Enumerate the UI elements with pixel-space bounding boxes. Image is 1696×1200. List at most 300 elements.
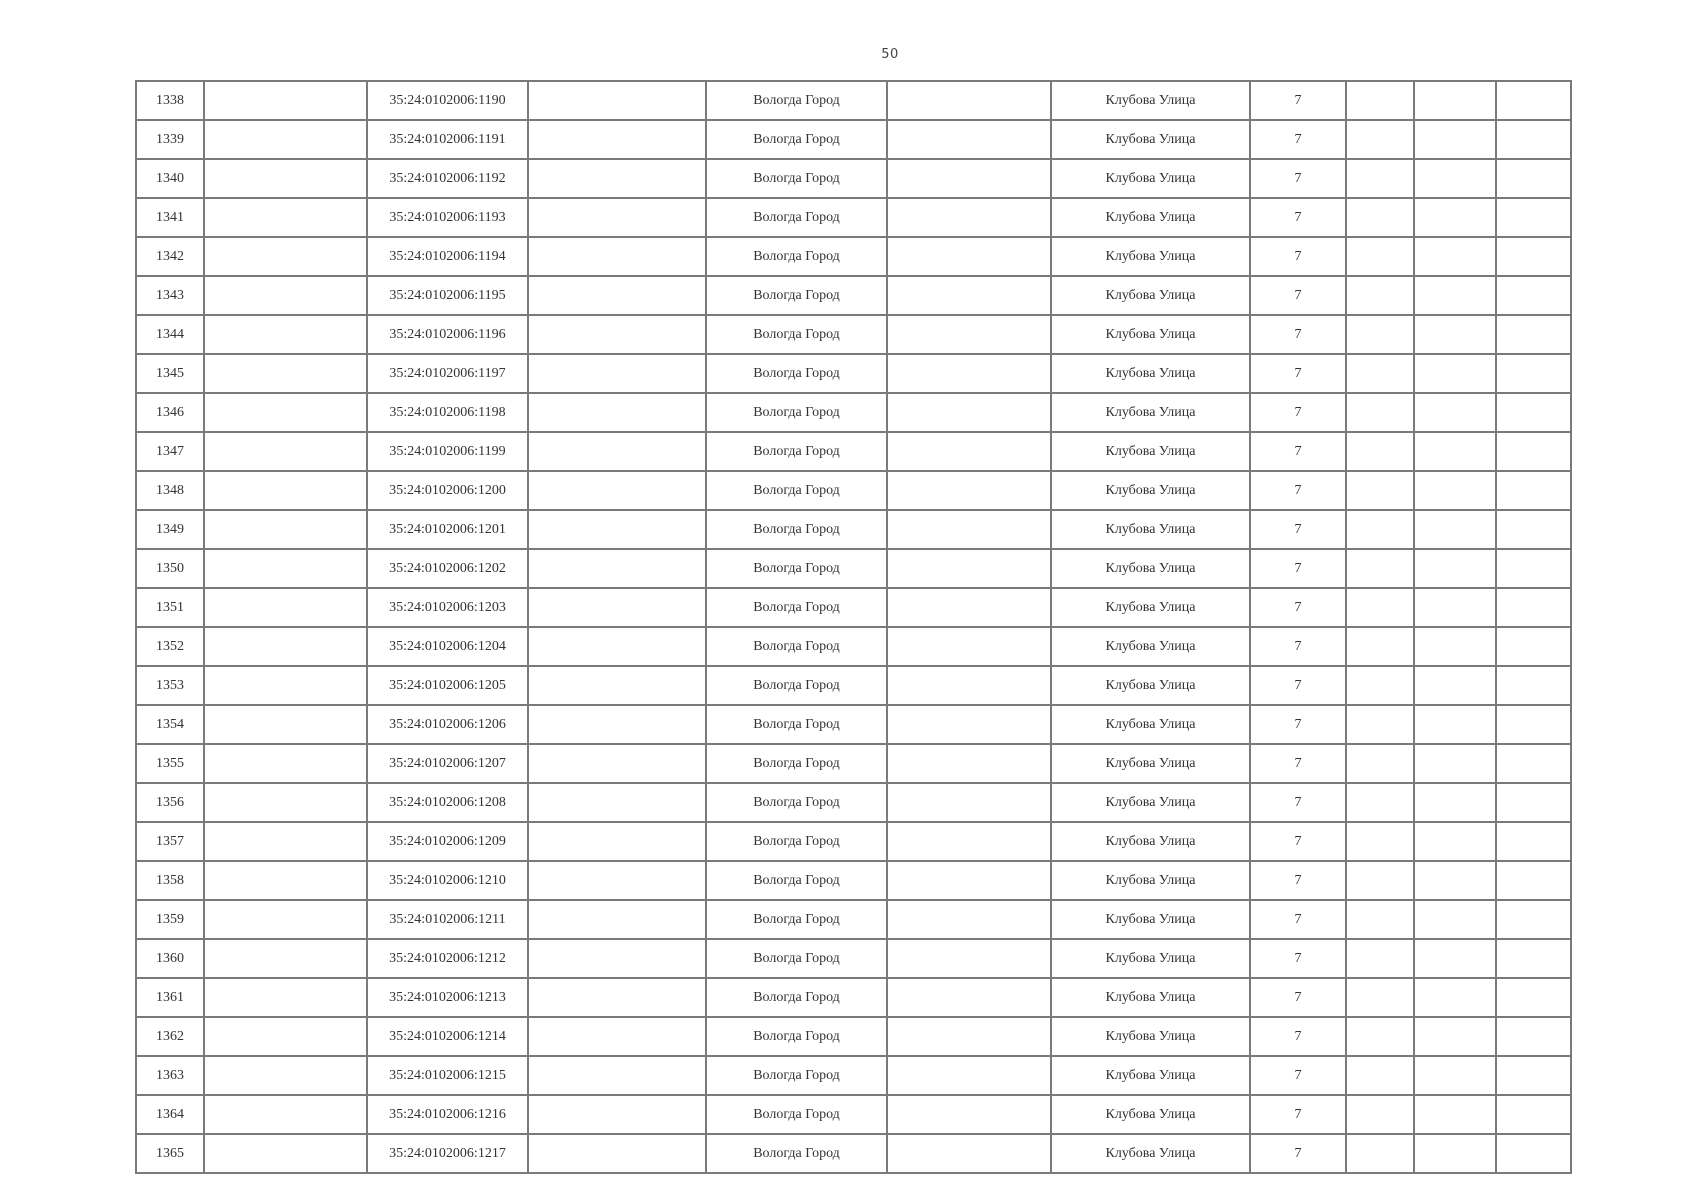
empty-cell xyxy=(887,81,1051,120)
city-cell: Вологда Город xyxy=(706,978,887,1017)
empty-cell xyxy=(1496,276,1571,315)
house-number-cell: 7 xyxy=(1250,81,1346,120)
cadastral-number-cell: 35:24:0102006:1216 xyxy=(367,1095,528,1134)
empty-cell xyxy=(204,744,367,783)
empty-cell xyxy=(1496,627,1571,666)
row-number-cell: 1350 xyxy=(136,549,204,588)
empty-cell xyxy=(1414,783,1496,822)
row-number-cell: 1356 xyxy=(136,783,204,822)
table-row xyxy=(136,705,1571,744)
empty-cell xyxy=(887,120,1051,159)
street-cell: Клубова Улица xyxy=(1051,822,1250,861)
street-cell: Клубова Улица xyxy=(1051,159,1250,198)
empty-cell xyxy=(1496,471,1571,510)
house-number-cell: 7 xyxy=(1250,432,1346,471)
empty-cell xyxy=(204,510,367,549)
city-cell: Вологда Город xyxy=(706,354,887,393)
cadastral-number-cell: 35:24:0102006:1191 xyxy=(367,120,528,159)
house-number-cell: 7 xyxy=(1250,627,1346,666)
empty-cell xyxy=(887,1095,1051,1134)
row-number-cell: 1345 xyxy=(136,354,204,393)
empty-cell xyxy=(1346,1017,1414,1056)
city-cell: Вологда Город xyxy=(706,198,887,237)
empty-cell xyxy=(1346,393,1414,432)
empty-cell xyxy=(1496,198,1571,237)
row-number-cell: 1349 xyxy=(136,510,204,549)
city-cell: Вологда Город xyxy=(706,315,887,354)
house-number-cell: 7 xyxy=(1250,549,1346,588)
empty-cell xyxy=(204,627,367,666)
empty-cell xyxy=(1496,1056,1571,1095)
empty-cell xyxy=(1346,432,1414,471)
city-cell: Вологда Город xyxy=(706,783,887,822)
empty-cell xyxy=(887,1134,1051,1173)
empty-cell xyxy=(1346,1095,1414,1134)
empty-cell xyxy=(887,939,1051,978)
city-cell: Вологда Город xyxy=(706,510,887,549)
city-cell: Вологда Город xyxy=(706,744,887,783)
empty-cell xyxy=(528,783,706,822)
empty-cell xyxy=(528,549,706,588)
cadastral-number-cell: 35:24:0102006:1215 xyxy=(367,1056,528,1095)
city-cell: Вологда Город xyxy=(706,159,887,198)
row-number-cell: 1338 xyxy=(136,81,204,120)
street-cell: Клубова Улица xyxy=(1051,237,1250,276)
table-row xyxy=(136,744,1571,783)
empty-cell xyxy=(1496,120,1571,159)
city-cell: Вологда Город xyxy=(706,822,887,861)
city-cell: Вологда Город xyxy=(706,1017,887,1056)
street-cell: Клубова Улица xyxy=(1051,588,1250,627)
cadastral-number-cell: 35:24:0102006:1213 xyxy=(367,978,528,1017)
cadastral-number-cell: 35:24:0102006:1193 xyxy=(367,198,528,237)
street-cell: Клубова Улица xyxy=(1051,354,1250,393)
house-number-cell: 7 xyxy=(1250,198,1346,237)
row-number-cell: 1362 xyxy=(136,1017,204,1056)
empty-cell xyxy=(528,393,706,432)
city-cell: Вологда Город xyxy=(706,588,887,627)
street-cell: Клубова Улица xyxy=(1051,81,1250,120)
row-number-cell: 1360 xyxy=(136,939,204,978)
empty-cell xyxy=(887,705,1051,744)
street-cell: Клубова Улица xyxy=(1051,276,1250,315)
city-cell: Вологда Город xyxy=(706,666,887,705)
empty-cell xyxy=(887,471,1051,510)
empty-cell xyxy=(204,1056,367,1095)
empty-cell xyxy=(1414,198,1496,237)
empty-cell xyxy=(1414,432,1496,471)
empty-cell xyxy=(1496,510,1571,549)
empty-cell xyxy=(528,198,706,237)
empty-cell xyxy=(1346,939,1414,978)
empty-cell xyxy=(528,588,706,627)
city-cell: Вологда Город xyxy=(706,939,887,978)
empty-cell xyxy=(1346,705,1414,744)
house-number-cell: 7 xyxy=(1250,978,1346,1017)
empty-cell xyxy=(1414,627,1496,666)
house-number-cell: 7 xyxy=(1250,900,1346,939)
empty-cell xyxy=(204,393,367,432)
house-number-cell: 7 xyxy=(1250,159,1346,198)
row-number-cell: 1340 xyxy=(136,159,204,198)
cadastral-number-cell: 35:24:0102006:1211 xyxy=(367,900,528,939)
empty-cell xyxy=(528,1095,706,1134)
empty-cell xyxy=(528,666,706,705)
table-row xyxy=(136,432,1571,471)
city-cell: Вологда Город xyxy=(706,705,887,744)
empty-cell xyxy=(1496,861,1571,900)
empty-cell xyxy=(1414,237,1496,276)
row-number-cell: 1351 xyxy=(136,588,204,627)
house-number-cell: 7 xyxy=(1250,393,1346,432)
empty-cell xyxy=(887,393,1051,432)
empty-cell xyxy=(887,198,1051,237)
empty-cell xyxy=(204,978,367,1017)
register-body xyxy=(136,81,1571,1173)
empty-cell xyxy=(528,822,706,861)
house-number-cell: 7 xyxy=(1250,939,1346,978)
empty-cell xyxy=(1414,81,1496,120)
cadastral-number-cell: 35:24:0102006:1205 xyxy=(367,666,528,705)
row-number-cell: 1348 xyxy=(136,471,204,510)
empty-cell xyxy=(887,666,1051,705)
cadastral-number-cell: 35:24:0102006:1203 xyxy=(367,588,528,627)
table-row xyxy=(136,81,1571,120)
empty-cell xyxy=(1414,159,1496,198)
table-row xyxy=(136,120,1571,159)
row-number-cell: 1357 xyxy=(136,822,204,861)
empty-cell xyxy=(528,510,706,549)
empty-cell xyxy=(528,705,706,744)
row-number-cell: 1339 xyxy=(136,120,204,159)
cadastral-number-cell: 35:24:0102006:1202 xyxy=(367,549,528,588)
empty-cell xyxy=(887,276,1051,315)
empty-cell xyxy=(204,783,367,822)
row-number-cell: 1341 xyxy=(136,198,204,237)
empty-cell xyxy=(1496,354,1571,393)
empty-cell xyxy=(528,81,706,120)
cadastral-number-cell: 35:24:0102006:1217 xyxy=(367,1134,528,1173)
row-number-cell: 1361 xyxy=(136,978,204,1017)
street-cell: Клубова Улица xyxy=(1051,198,1250,237)
row-number-cell: 1364 xyxy=(136,1095,204,1134)
street-cell: Клубова Улица xyxy=(1051,393,1250,432)
street-cell: Клубова Улица xyxy=(1051,1095,1250,1134)
city-cell: Вологда Город xyxy=(706,1095,887,1134)
empty-cell xyxy=(528,744,706,783)
empty-cell xyxy=(1414,276,1496,315)
empty-cell xyxy=(1414,1095,1496,1134)
empty-cell xyxy=(1414,315,1496,354)
empty-cell xyxy=(204,237,367,276)
table-row xyxy=(136,1056,1571,1095)
empty-cell xyxy=(887,354,1051,393)
city-cell: Вологда Город xyxy=(706,1056,887,1095)
cadastral-number-cell: 35:24:0102006:1200 xyxy=(367,471,528,510)
empty-cell xyxy=(1414,471,1496,510)
table-row xyxy=(136,510,1571,549)
row-number-cell: 1359 xyxy=(136,900,204,939)
cadastral-number-cell: 35:24:0102006:1204 xyxy=(367,627,528,666)
empty-cell xyxy=(204,822,367,861)
empty-cell xyxy=(887,627,1051,666)
house-number-cell: 7 xyxy=(1250,1134,1346,1173)
empty-cell xyxy=(887,1056,1051,1095)
empty-cell xyxy=(1414,861,1496,900)
empty-cell xyxy=(528,1056,706,1095)
table-row xyxy=(136,237,1571,276)
table-row xyxy=(136,471,1571,510)
street-cell: Клубова Улица xyxy=(1051,900,1250,939)
empty-cell xyxy=(887,900,1051,939)
empty-cell xyxy=(1414,393,1496,432)
empty-cell xyxy=(528,237,706,276)
house-number-cell: 7 xyxy=(1250,705,1346,744)
empty-cell xyxy=(204,354,367,393)
house-number-cell: 7 xyxy=(1250,315,1346,354)
empty-cell xyxy=(887,510,1051,549)
city-cell: Вологда Город xyxy=(706,900,887,939)
empty-cell xyxy=(887,237,1051,276)
empty-cell xyxy=(1414,1017,1496,1056)
empty-cell xyxy=(1346,861,1414,900)
empty-cell xyxy=(887,822,1051,861)
empty-cell xyxy=(1414,705,1496,744)
empty-cell xyxy=(1414,900,1496,939)
empty-cell xyxy=(1414,120,1496,159)
house-number-cell: 7 xyxy=(1250,822,1346,861)
empty-cell xyxy=(1496,159,1571,198)
empty-cell xyxy=(1346,900,1414,939)
empty-cell xyxy=(887,588,1051,627)
street-cell: Клубова Улица xyxy=(1051,432,1250,471)
cadastral-number-cell: 35:24:0102006:1201 xyxy=(367,510,528,549)
street-cell: Клубова Улица xyxy=(1051,315,1250,354)
empty-cell xyxy=(1346,822,1414,861)
street-cell: Клубова Улица xyxy=(1051,666,1250,705)
empty-cell xyxy=(1346,315,1414,354)
empty-cell xyxy=(1414,822,1496,861)
empty-cell xyxy=(1496,1134,1571,1173)
table-row xyxy=(136,315,1571,354)
house-number-cell: 7 xyxy=(1250,276,1346,315)
table-row xyxy=(136,861,1571,900)
empty-cell xyxy=(1346,978,1414,1017)
cadastral-number-cell: 35:24:0102006:1207 xyxy=(367,744,528,783)
empty-cell xyxy=(1414,1056,1496,1095)
empty-cell xyxy=(528,276,706,315)
house-number-cell: 7 xyxy=(1250,120,1346,159)
empty-cell xyxy=(1346,549,1414,588)
empty-cell xyxy=(887,432,1051,471)
empty-cell xyxy=(1414,354,1496,393)
empty-cell xyxy=(204,1017,367,1056)
table-row xyxy=(136,1017,1571,1056)
empty-cell xyxy=(204,315,367,354)
cadastral-number-cell: 35:24:0102006:1198 xyxy=(367,393,528,432)
empty-cell xyxy=(204,471,367,510)
empty-cell xyxy=(1346,666,1414,705)
city-cell: Вологда Город xyxy=(706,276,887,315)
street-cell: Клубова Улица xyxy=(1051,1056,1250,1095)
empty-cell xyxy=(1496,81,1571,120)
empty-cell xyxy=(204,81,367,120)
table-row xyxy=(136,939,1571,978)
table-row xyxy=(136,978,1571,1017)
cadastral-number-cell: 35:24:0102006:1209 xyxy=(367,822,528,861)
street-cell: Клубова Улица xyxy=(1051,627,1250,666)
empty-cell xyxy=(528,354,706,393)
street-cell: Клубова Улица xyxy=(1051,939,1250,978)
cadastral-number-cell: 35:24:0102006:1190 xyxy=(367,81,528,120)
empty-cell xyxy=(1346,276,1414,315)
empty-cell xyxy=(204,120,367,159)
empty-cell xyxy=(887,861,1051,900)
city-cell: Вологда Город xyxy=(706,81,887,120)
empty-cell xyxy=(1496,549,1571,588)
table-row xyxy=(136,627,1571,666)
empty-cell xyxy=(204,1095,367,1134)
empty-cell xyxy=(1496,822,1571,861)
empty-cell xyxy=(1496,1095,1571,1134)
empty-cell xyxy=(204,861,367,900)
cadastral-number-cell: 35:24:0102006:1214 xyxy=(367,1017,528,1056)
empty-cell xyxy=(1496,432,1571,471)
empty-cell xyxy=(204,666,367,705)
table-row xyxy=(136,1095,1571,1134)
table-row xyxy=(136,549,1571,588)
empty-cell xyxy=(1346,1134,1414,1173)
table-row xyxy=(136,900,1571,939)
table-row xyxy=(136,276,1571,315)
empty-cell xyxy=(1496,783,1571,822)
empty-cell xyxy=(1496,588,1571,627)
empty-cell xyxy=(887,315,1051,354)
cadastral-number-cell: 35:24:0102006:1195 xyxy=(367,276,528,315)
empty-cell xyxy=(1346,627,1414,666)
city-cell: Вологда Город xyxy=(706,237,887,276)
empty-cell xyxy=(1414,939,1496,978)
empty-cell xyxy=(1346,510,1414,549)
table-row xyxy=(136,159,1571,198)
street-cell: Клубова Улица xyxy=(1051,783,1250,822)
empty-cell xyxy=(204,159,367,198)
city-cell: Вологда Город xyxy=(706,432,887,471)
empty-cell xyxy=(1414,510,1496,549)
empty-cell xyxy=(204,198,367,237)
empty-cell xyxy=(1496,978,1571,1017)
table-row xyxy=(136,393,1571,432)
row-number-cell: 1342 xyxy=(136,237,204,276)
empty-cell xyxy=(1346,198,1414,237)
house-number-cell: 7 xyxy=(1250,861,1346,900)
table-row xyxy=(136,198,1571,237)
empty-cell xyxy=(528,432,706,471)
house-number-cell: 7 xyxy=(1250,1056,1346,1095)
street-cell: Клубова Улица xyxy=(1051,1017,1250,1056)
empty-cell xyxy=(528,1134,706,1173)
table-row xyxy=(136,354,1571,393)
row-number-cell: 1365 xyxy=(136,1134,204,1173)
empty-cell xyxy=(528,315,706,354)
house-number-cell: 7 xyxy=(1250,666,1346,705)
row-number-cell: 1352 xyxy=(136,627,204,666)
table-row xyxy=(136,666,1571,705)
cadastral-number-cell: 35:24:0102006:1192 xyxy=(367,159,528,198)
empty-cell xyxy=(1346,159,1414,198)
empty-cell xyxy=(1346,354,1414,393)
house-number-cell: 7 xyxy=(1250,510,1346,549)
street-cell: Клубова Улица xyxy=(1051,471,1250,510)
city-cell: Вологда Город xyxy=(706,120,887,159)
empty-cell xyxy=(1496,900,1571,939)
table-row xyxy=(136,783,1571,822)
empty-cell xyxy=(1346,81,1414,120)
empty-cell xyxy=(204,276,367,315)
empty-cell xyxy=(887,159,1051,198)
empty-cell xyxy=(528,159,706,198)
empty-cell xyxy=(1496,1017,1571,1056)
empty-cell xyxy=(1414,978,1496,1017)
empty-cell xyxy=(204,900,367,939)
row-number-cell: 1353 xyxy=(136,666,204,705)
city-cell: Вологда Город xyxy=(706,393,887,432)
house-number-cell: 7 xyxy=(1250,471,1346,510)
empty-cell xyxy=(1496,237,1571,276)
cadastral-number-cell: 35:24:0102006:1206 xyxy=(367,705,528,744)
city-cell: Вологда Город xyxy=(706,471,887,510)
empty-cell xyxy=(204,432,367,471)
cadastral-number-cell: 35:24:0102006:1194 xyxy=(367,237,528,276)
cadastral-number-cell: 35:24:0102006:1212 xyxy=(367,939,528,978)
empty-cell xyxy=(887,1017,1051,1056)
house-number-cell: 7 xyxy=(1250,1017,1346,1056)
row-number-cell: 1358 xyxy=(136,861,204,900)
table-row xyxy=(136,822,1571,861)
empty-cell xyxy=(1496,666,1571,705)
empty-cell xyxy=(887,783,1051,822)
empty-cell xyxy=(528,900,706,939)
city-cell: Вологда Город xyxy=(706,1134,887,1173)
cadastral-number-cell: 35:24:0102006:1210 xyxy=(367,861,528,900)
empty-cell xyxy=(1414,1134,1496,1173)
house-number-cell: 7 xyxy=(1250,783,1346,822)
house-number-cell: 7 xyxy=(1250,588,1346,627)
row-number-cell: 1346 xyxy=(136,393,204,432)
empty-cell xyxy=(1414,588,1496,627)
street-cell: Клубова Улица xyxy=(1051,549,1250,588)
empty-cell xyxy=(528,471,706,510)
street-cell: Клубова Улица xyxy=(1051,744,1250,783)
empty-cell xyxy=(1496,744,1571,783)
cadastral-number-cell: 35:24:0102006:1196 xyxy=(367,315,528,354)
empty-cell xyxy=(1346,237,1414,276)
empty-cell xyxy=(887,549,1051,588)
empty-cell xyxy=(1346,120,1414,159)
empty-cell xyxy=(1346,783,1414,822)
street-cell: Клубова Улица xyxy=(1051,705,1250,744)
row-number-cell: 1355 xyxy=(136,744,204,783)
cadastral-number-cell: 35:24:0102006:1208 xyxy=(367,783,528,822)
empty-cell xyxy=(528,627,706,666)
empty-cell xyxy=(887,744,1051,783)
empty-cell xyxy=(528,120,706,159)
table-row xyxy=(136,1134,1571,1173)
row-number-cell: 1343 xyxy=(136,276,204,315)
empty-cell xyxy=(204,705,367,744)
cadastral-number-cell: 35:24:0102006:1199 xyxy=(367,432,528,471)
empty-cell xyxy=(1414,666,1496,705)
